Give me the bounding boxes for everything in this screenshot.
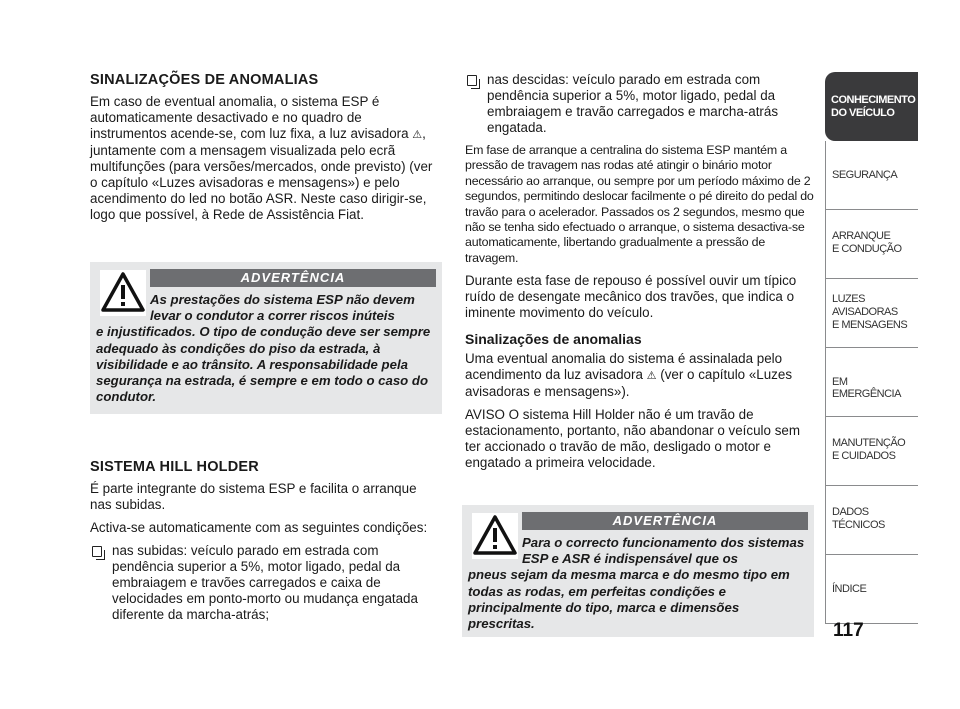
paragraph-conditions: Activa-se automaticamente com as seguintes condições: bbox=[90, 520, 428, 535]
tab-label: E MENSAGENS bbox=[832, 319, 908, 331]
warning-box-tyres bbox=[462, 505, 814, 637]
tab-label: TÉCNICOS bbox=[832, 519, 885, 531]
esp-warning-lamp-icon: ⚠ bbox=[646, 370, 657, 383]
right-column bbox=[465, 72, 815, 478]
list-item-text: nas descidas: veículo parado em estrada com pendência superior a 5%, motor ligado, pedal da embraiagem e travão carregados e marcha-atrás engatada. bbox=[487, 72, 779, 135]
section-title-anomalias: SINALIZAÇÕES DE ANOMALIAS bbox=[90, 72, 319, 88]
tab-label: CONHECIMENTO bbox=[831, 94, 916, 106]
tab-label: SEGURANÇA bbox=[832, 169, 898, 181]
section-title-hill-holder: SISTEMA HILL HOLDER bbox=[90, 459, 259, 475]
checkbox-bullet-icon bbox=[467, 75, 477, 86]
warning-header: ADVERTÊNCIA bbox=[522, 512, 808, 530]
paragraph-repouso: Durante esta fase de repouso é possível ouvir um típico ruído de desengate mecânico dos travões, que indica o iminente movimento do veículo. bbox=[465, 273, 797, 321]
warning-text-first: Para o correcto funcionamento dos sistemas ESP e ASR é indispensável que os bbox=[522, 535, 805, 567]
tab-label: DO VEÍCULO bbox=[831, 107, 895, 119]
tab-label: DADOS bbox=[832, 506, 869, 518]
list-item bbox=[465, 72, 815, 136]
checkbox-bullet-icon bbox=[92, 546, 102, 557]
paragraph-text: , juntamente com a mensagem visualizada pelo ecrã multifunções (para versões/mercados, onde previsto) (ver o capítulo «Luzes avisadoras e mensagens») e pelo acendimento do led no botão ASR. Neste caso dirigir-se, logo que possível, à Rede de Assistência Fiat. bbox=[90, 126, 433, 222]
list-item-text: nas subidas: veículo parado em estrada com pendência superior a 5%, motor ligado, pedal da embraiagem e travões carregados e caixa de velocidades em ponto-morto ou mudança engatada diferente da marcha-atrás; bbox=[112, 543, 418, 622]
paragraph-text: Em caso de eventual anomalia, o sistema ESP é automaticamente desactivado e no quadro de instrumentos acende-se, com luz fixa, a luz avisadora bbox=[90, 94, 409, 141]
tab-label: EM EMERGÊNCIA bbox=[832, 376, 901, 400]
warning-text-rest: e injustificados. O tipo de condução deve ser sempre adequado às condições do piso da estrada, à visibilidade e ao trânsito. A responsabilidade pela segurança na estrada, é sempre e em todo o caso do condutor. bbox=[96, 324, 431, 405]
hill-holder-section bbox=[90, 459, 440, 630]
warning-header: ADVERTÊNCIA bbox=[150, 269, 436, 287]
tab-label: MANUTENÇÃO bbox=[832, 437, 906, 449]
tab-label: LUZES bbox=[832, 293, 865, 305]
tab-indice[interactable] bbox=[825, 555, 918, 624]
tab-label: AVISADORAS bbox=[832, 306, 898, 318]
paragraph-text: Uma eventual anomalia do sistema é assinalada pelo acendimento da luz avisadora bbox=[465, 351, 783, 383]
tab-luzes[interactable] bbox=[825, 279, 918, 348]
paragraph-aviso: AVISO O sistema Hill Holder não é um travão de estacionamento, portanto, não abandonar o veículo sem ter accionado o travão de mão, desligado o motor e engatado a primeira velocidade. bbox=[465, 407, 800, 471]
esp-warning-lamp-icon: ⚠ bbox=[412, 129, 423, 141]
list-item bbox=[90, 543, 440, 623]
paragraph-hill-holder: É parte integrante do sistema ESP e facilita o arranque nas subidas. bbox=[90, 481, 417, 512]
tab-dados[interactable] bbox=[825, 486, 918, 555]
tab-conhecimento[interactable] bbox=[825, 72, 918, 141]
warning-text-rest: pneus sejam da mesma marca e do mesmo tipo em todas as rodas, em perfeitas condições e principalmente do tipo, marca e dimensões prescritas. bbox=[468, 567, 790, 632]
tab-emergencia[interactable] bbox=[825, 348, 918, 417]
warning-text-first: As prestações do sistema ESP não devem levar o condutor a correr riscos inúteis bbox=[150, 292, 415, 324]
tab-seguranca[interactable] bbox=[825, 141, 918, 210]
warning-text bbox=[468, 535, 806, 632]
warning-text bbox=[96, 292, 434, 405]
tab-label: ÍNDICE bbox=[832, 583, 867, 595]
warning-box-esp bbox=[90, 262, 442, 414]
subtitle-anomalias: Sinalizações de anomalias bbox=[465, 331, 642, 348]
paragraph-anomalia bbox=[90, 94, 440, 223]
page-number: 117 bbox=[833, 620, 864, 641]
paragraph-arranque: Em fase de arranque a centralina do sistema ESP mantém a pressão de travagem nas rodas até atingir o binário motor necessário ao arranque, ou sempre por um período máximo de 2 segundos, permitindo deslocar facilmente o pé direito do pedal do travão para o acelerador. Passados os 2 segundos, mesmo que não se tenha sido efectuado o arranque, o sistema desactiva-se automaticamente, libertando gradualmente a pressão de travagem. bbox=[465, 143, 814, 265]
chapter-sidebar bbox=[825, 72, 918, 624]
tab-arranque[interactable] bbox=[825, 210, 918, 279]
left-column bbox=[90, 72, 440, 230]
paragraph-anomalia-hill bbox=[465, 351, 815, 400]
tab-label: E CONDUÇÃO bbox=[832, 243, 902, 255]
tab-label: E CUIDADOS bbox=[832, 450, 896, 462]
tab-label: ARRANQUE bbox=[832, 230, 891, 242]
paragraph-text: (ver o capítulo «Luzes avisadoras e mensagens»). bbox=[465, 367, 793, 400]
tab-manutencao[interactable] bbox=[825, 417, 918, 486]
